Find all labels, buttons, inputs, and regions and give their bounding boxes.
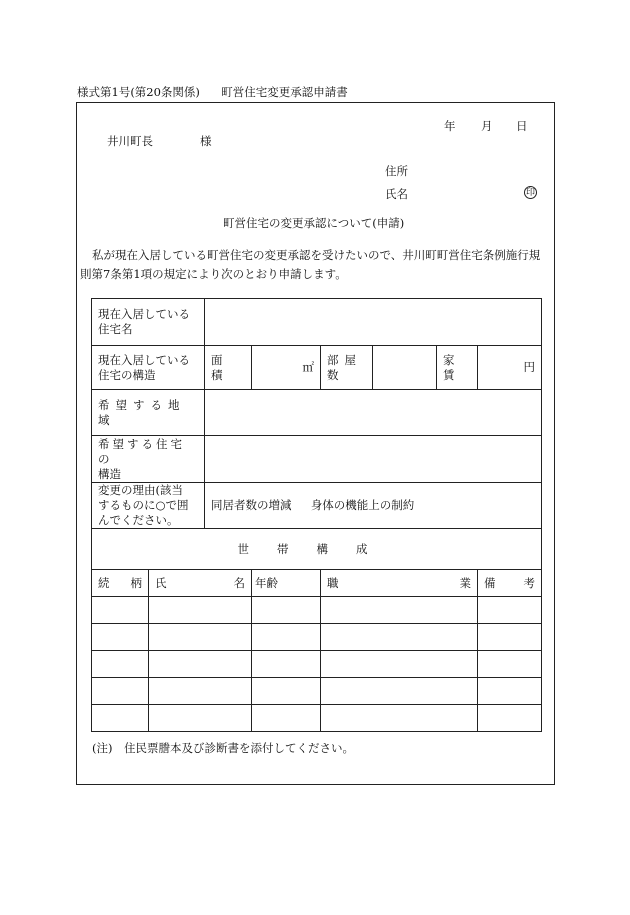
header-age: 年齢: [252, 570, 321, 597]
body-line-1: 私が現在入居している町営住宅の変更承認を受けたいので、井川町町営住宅条例施行規: [92, 248, 541, 262]
note-cell[interactable]: [478, 624, 542, 651]
relation-cell[interactable]: [92, 624, 149, 651]
attachment-note: (注) 住民票謄本及び診断書を添付してください。: [92, 741, 354, 755]
row-reason: [92, 483, 542, 529]
rooms-field[interactable]: [373, 346, 437, 390]
household-title: 世帯構成: [92, 529, 542, 570]
reason-label-1: 変更の理由(該当: [98, 483, 183, 497]
current-structure-label-2: 住宅の構造: [98, 367, 156, 382]
age-cell[interactable]: [252, 678, 321, 705]
reason-option-physical[interactable]: 身体の機能上の制約: [310, 498, 415, 512]
address-label: 住所: [385, 164, 408, 178]
household-row: [92, 678, 542, 705]
household-row: [92, 705, 542, 732]
job-cell[interactable]: [321, 678, 478, 705]
rooms-label: 部屋数: [321, 346, 373, 390]
seal-mark: 印: [525, 188, 535, 198]
household-row: [92, 597, 542, 624]
area-label: 面積: [205, 346, 252, 390]
area-field[interactable]: [252, 346, 321, 390]
application-table: [91, 298, 542, 732]
header-relation-2: 柄: [130, 575, 142, 590]
name-cell[interactable]: [149, 597, 252, 624]
reason-options: [205, 483, 542, 529]
reason-option-household[interactable]: 同居者数の増減: [211, 498, 292, 512]
name-cell[interactable]: [149, 651, 252, 678]
age-cell[interactable]: [252, 624, 321, 651]
date-day: 日: [516, 119, 528, 133]
relation-cell[interactable]: [92, 597, 149, 624]
desired-structure-field[interactable]: [205, 436, 542, 483]
rent-label: 家賃: [437, 346, 478, 390]
note-cell[interactable]: [478, 678, 542, 705]
row-current-name: [92, 299, 542, 346]
relation-cell[interactable]: [92, 678, 149, 705]
addressee-honorific: 様: [200, 134, 212, 148]
relation-cell[interactable]: [92, 705, 149, 732]
date-month: 月: [481, 119, 493, 133]
name-cell[interactable]: [149, 624, 252, 651]
name-label: 氏名: [385, 187, 408, 201]
row-household-title: [92, 529, 542, 570]
name-cell[interactable]: [149, 705, 252, 732]
header-job-1: 職: [327, 575, 339, 590]
addressee-name: 井川町長: [107, 134, 153, 148]
header-name-1: 氏: [155, 575, 167, 590]
form-title: 町営住宅変更承認申請書: [221, 85, 348, 99]
header-relation-1: 続: [98, 575, 110, 590]
desired-area-field[interactable]: [205, 390, 542, 436]
row-desired-area: [92, 390, 542, 436]
rent-field[interactable]: [478, 346, 542, 390]
job-cell[interactable]: [321, 651, 478, 678]
row-current-structure: [92, 346, 542, 390]
rent-unit: 円: [523, 360, 535, 374]
household-header-row: [92, 570, 542, 597]
reason-label-2: するものに○で囲: [98, 498, 189, 512]
header-note-2: 考: [523, 575, 535, 590]
reason-label-3: んでください。: [98, 513, 179, 527]
header-note-1: 備: [484, 575, 496, 590]
subject: 町営住宅の変更承認について(申請): [223, 216, 405, 230]
name-cell[interactable]: [149, 678, 252, 705]
date-year: 年: [444, 119, 456, 133]
area-unit: ㎡: [302, 360, 314, 374]
age-cell[interactable]: [252, 705, 321, 732]
header-name-2: 名: [233, 575, 245, 590]
household-row: [92, 651, 542, 678]
row-desired-structure: [92, 436, 542, 483]
note-cell[interactable]: [478, 597, 542, 624]
job-cell[interactable]: [321, 597, 478, 624]
current-structure-label-1: 現在入居している: [98, 352, 190, 367]
note-cell[interactable]: [478, 651, 542, 678]
job-cell[interactable]: [321, 624, 478, 651]
desired-structure-label-2: 構造: [98, 466, 121, 481]
current-name-field[interactable]: [205, 299, 542, 346]
header-job-2: 業: [459, 575, 471, 590]
age-cell[interactable]: [252, 597, 321, 624]
form-header: [77, 84, 348, 100]
household-row: [92, 624, 542, 651]
form-number: 様式第1号(第20条関係): [77, 85, 200, 99]
age-cell[interactable]: [252, 651, 321, 678]
note-cell[interactable]: [478, 705, 542, 732]
desired-area-label: 希望する地域: [92, 390, 205, 436]
body-line-2: 則第7条第1項の規定により次のとおり申請します。: [80, 267, 347, 281]
desired-structure-label-1: 希望する住宅の: [98, 436, 185, 466]
relation-cell[interactable]: [92, 651, 149, 678]
current-name-label-1: 現在入居している: [98, 307, 190, 321]
current-name-label-2: 住宅名: [98, 322, 133, 336]
job-cell[interactable]: [321, 705, 478, 732]
